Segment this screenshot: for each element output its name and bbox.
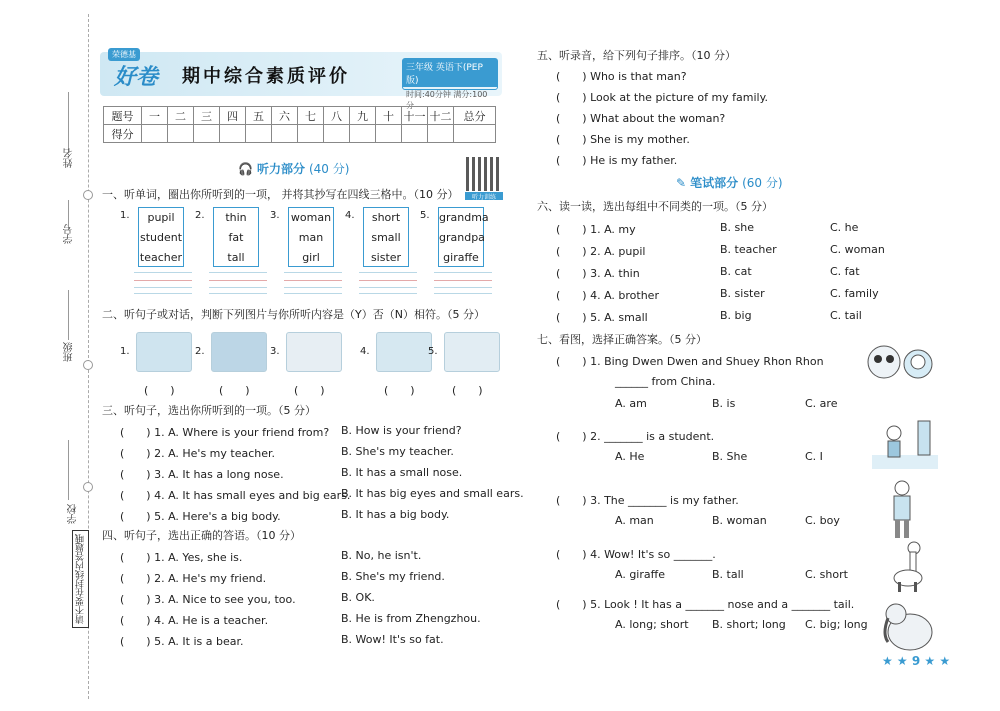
name-blank — [68, 92, 69, 152]
option-a[interactable]: ( ) 2. A. He's my friend. — [120, 572, 267, 585]
listening-section-title — [238, 160, 349, 177]
q6-title: 六、读一读，选出每组中不同类的一项。（5 分） — [537, 200, 773, 213]
q7-title: 七、看图，选择正确答案。（5 分） — [537, 333, 707, 346]
option-b[interactable]: B. tall — [712, 568, 744, 581]
word-box — [438, 207, 489, 267]
option-b[interactable]: B. Wow! It's so fat. — [341, 633, 444, 646]
option-a[interactable]: ( ) 1. A. Where is your friend from? — [120, 426, 330, 439]
option-a[interactable]: ( ) 5. A. It is a bear. — [120, 635, 244, 648]
word-box — [363, 207, 409, 267]
elephant-picture — [880, 598, 936, 656]
listening-picture — [376, 332, 432, 372]
table-cell: 八 — [324, 107, 350, 125]
score-cell[interactable] — [246, 125, 272, 143]
option-a[interactable]: ( ) 4. A. He is a teacher. — [120, 614, 269, 627]
group-number: 4. — [345, 210, 355, 221]
score-cell[interactable] — [454, 125, 496, 143]
option-a[interactable]: ( ) 2. A. He's my teacher. — [120, 447, 276, 460]
qr-code-icon — [466, 157, 500, 191]
q2-title: 二、听句子或对话，判断下列图片与你所听内容是（Y）否（N）相符。（5 分） — [102, 308, 485, 321]
word-option[interactable]: short — [371, 211, 401, 224]
word-box — [288, 207, 334, 267]
class-label: 班级 — [64, 342, 75, 362]
picture-number: 1. — [120, 346, 130, 357]
binding-hole — [83, 360, 93, 370]
table-cell: 十 — [376, 107, 402, 125]
answer-paren[interactable]: ( ) — [384, 384, 415, 397]
option-a[interactable]: ( ) 4. A. brother — [556, 289, 659, 302]
option-c[interactable]: C. boy — [805, 514, 840, 527]
option-b[interactable]: B. She's my teacher. — [341, 445, 454, 458]
table-cell: 二 — [168, 107, 194, 125]
listening-title: 听力部分 — [256, 162, 305, 176]
score-cell[interactable] — [168, 125, 194, 143]
father-picture — [884, 478, 920, 540]
table-cell: 十二 — [428, 107, 454, 125]
answer-paren[interactable]: ( ) — [144, 384, 175, 397]
answer-paren[interactable]: ( ) — [452, 384, 483, 397]
sentence-item[interactable]: ( ) He is my father. — [556, 154, 678, 167]
option-a[interactable]: A. long; short — [615, 618, 689, 631]
picture-number: 4. — [360, 346, 370, 357]
option-b[interactable]: B. woman — [712, 514, 767, 527]
binding-strip — [0, 0, 92, 711]
score-cell[interactable] — [376, 125, 402, 143]
option-a[interactable]: ( ) 1. A. my — [556, 223, 636, 236]
picture-number: 3. — [270, 346, 280, 357]
table-cell: 六 — [272, 107, 298, 125]
score-cell[interactable] — [428, 125, 454, 143]
answer-paren[interactable]: ( ) — [294, 384, 325, 397]
headphones-icon: 🎧 — [238, 161, 253, 176]
listening-picture — [136, 332, 192, 372]
pencil-icon: ✎ — [676, 175, 687, 190]
score-cell[interactable] — [142, 125, 168, 143]
page-number-value: 9 — [911, 654, 921, 668]
listening-points: (40 分) — [308, 162, 350, 176]
table-cell: 十一 — [402, 107, 428, 125]
score-cell[interactable] — [350, 125, 376, 143]
word-option[interactable]: teacher — [139, 251, 183, 264]
option-c[interactable]: C. fat — [830, 265, 860, 278]
writing-section-title — [676, 174, 783, 191]
option-a[interactable]: ( ) 2. A. pupil — [556, 245, 646, 258]
score-table — [103, 106, 496, 143]
option-c[interactable]: C. big; long — [805, 618, 868, 631]
table-cell: 四 — [220, 107, 246, 125]
writing-lines[interactable] — [209, 272, 267, 294]
writing-lines[interactable] — [134, 272, 192, 294]
option-a[interactable]: ( ) 1. A. Yes, she is. — [120, 551, 243, 564]
option-b[interactable]: B. is — [712, 397, 736, 410]
grade-label: 三年级 英语下(PEP版) — [403, 59, 497, 87]
option-b[interactable]: B. It has a small nose. — [341, 466, 463, 479]
score-cell[interactable] — [298, 125, 324, 143]
q4-title: 四、听句子，选出正确的答语。（10 分） — [102, 529, 301, 542]
group-number: 1. — [120, 210, 130, 221]
word-option[interactable]: grandma — [439, 211, 489, 224]
group-number: 5. — [420, 210, 430, 221]
option-c[interactable]: C. family — [830, 287, 879, 300]
option-b[interactable]: B. cat — [720, 265, 752, 278]
option-a[interactable]: A. am — [615, 397, 647, 410]
word-box — [138, 207, 184, 267]
word-option[interactable]: small — [371, 231, 401, 244]
option-b[interactable]: B. big — [720, 309, 752, 322]
word-option[interactable]: fat — [228, 231, 244, 244]
group-number: 3. — [270, 210, 280, 221]
word-option[interactable]: woman — [290, 211, 332, 224]
q5-title: 五、听录音，给下列句子排序。（10 分） — [537, 49, 736, 62]
mascots-picture — [862, 340, 942, 388]
listening-picture — [211, 332, 267, 372]
binding-hole — [83, 482, 93, 492]
option-c[interactable]: C. tail — [830, 309, 862, 322]
option-b[interactable]: B. How is your friend? — [341, 424, 462, 437]
binding-hole — [83, 190, 93, 200]
logo: 好卷 — [114, 65, 159, 90]
table-cell: 九 — [350, 107, 376, 125]
student-picture — [870, 415, 940, 471]
option-c[interactable]: C. I — [805, 450, 823, 463]
score-cell[interactable] — [194, 125, 220, 143]
option-b[interactable]: B. teacher — [720, 243, 777, 256]
brand-badge: 荣德基 — [108, 48, 140, 61]
group-number: 2. — [195, 210, 205, 221]
option-b[interactable]: B. He is from Zhengzhou. — [341, 612, 481, 625]
q3-title: 三、听句子，选出你所听到的一项。（5 分） — [102, 404, 316, 417]
school-label: 学校 — [68, 504, 79, 524]
word-option[interactable]: sister — [370, 251, 402, 264]
word-option[interactable]: grandpa — [439, 231, 485, 244]
sentence-item[interactable]: ( ) Who is that man? — [556, 70, 687, 83]
word-option[interactable]: girl — [302, 251, 320, 264]
grade-box — [402, 58, 498, 110]
option-a[interactable]: ( ) 5. A. small — [556, 311, 648, 324]
word-option[interactable]: thin — [225, 211, 247, 224]
page-title: 期中综合素质评价 — [182, 66, 350, 87]
table-cell: 五 — [246, 107, 272, 125]
question-stem[interactable]: ( ) 5. Look ! It has a _______ nose and a _______ tail. — [556, 598, 855, 611]
listening-picture — [286, 332, 342, 372]
word-option[interactable]: pupil — [147, 211, 175, 224]
score-header-row — [104, 107, 496, 125]
option-c[interactable]: C. short — [805, 568, 848, 581]
option-b[interactable]: B. She's my friend. — [341, 570, 445, 583]
writing-lines[interactable] — [359, 272, 417, 294]
question-stem[interactable]: ( ) 4. Wow! It's so _______. — [556, 548, 716, 561]
option-c[interactable]: C. he — [830, 221, 859, 234]
option-b[interactable]: B. she — [720, 221, 755, 234]
score-cell[interactable] — [402, 125, 428, 143]
option-b[interactable]: B. short; long — [712, 618, 786, 631]
writing-lines[interactable] — [284, 272, 342, 294]
class-blank — [68, 290, 69, 340]
option-b[interactable]: B. No, he isn't. — [341, 549, 422, 562]
giraffe-picture — [890, 540, 932, 592]
table-cell: 总分 — [454, 107, 496, 125]
question-stem-line2[interactable]: ______ from China. — [615, 375, 716, 388]
option-b[interactable]: B. It has big eyes and small ears. — [341, 487, 524, 500]
sentence-item[interactable]: ( ) Look at the picture of my family. — [556, 91, 769, 104]
word-option[interactable]: giraffe — [443, 251, 479, 264]
score-cell[interactable] — [324, 125, 350, 143]
table-cell: 题号 — [104, 107, 142, 125]
sentence-item[interactable]: ( ) What about the woman? — [556, 112, 726, 125]
school-blank — [68, 440, 69, 500]
writing-points: (60 分) — [742, 176, 783, 190]
question-stem[interactable]: ( ) 2. _______ is a student. — [556, 430, 715, 443]
option-a[interactable]: ( ) 3. A. It has a long nose. — [120, 468, 284, 481]
time-label: 时间:40分钟 满分:100分 — [406, 90, 488, 110]
option-b[interactable]: B. She — [712, 450, 748, 463]
word-option[interactable]: student — [139, 231, 183, 244]
table-cell: 七 — [298, 107, 324, 125]
q1-title: 一、听单词，圈出你所听到的一项， 并将其抄写在四线三格中。（10 分） — [102, 188, 459, 201]
word-box — [213, 207, 259, 267]
option-a[interactable]: ( ) 3. A. Nice to see you, too. — [120, 593, 296, 606]
option-c[interactable]: C. are — [805, 397, 838, 410]
option-b[interactable]: B. OK. — [341, 591, 375, 604]
page-number: ★ ★ 9 ★ ★ — [882, 654, 951, 668]
answer-paren[interactable]: ( ) — [219, 384, 250, 397]
writing-title: 笔试部分 — [690, 176, 739, 190]
score-cell[interactable] — [272, 125, 298, 143]
table-cell: 得分 — [104, 125, 142, 143]
option-a[interactable]: ( ) 4. A. It has small eyes and big ears. — [120, 489, 351, 502]
table-cell: 三 — [194, 107, 220, 125]
sentence-item[interactable]: ( ) She is my mother. — [556, 133, 690, 146]
binding-note: 请不要在封线内答题哦 — [72, 530, 89, 628]
table-cell: 一 — [142, 107, 168, 125]
option-a[interactable]: A. He — [615, 450, 645, 463]
option-a[interactable]: ( ) 3. A. thin — [556, 267, 640, 280]
score-cell[interactable] — [220, 125, 246, 143]
option-a[interactable]: A. giraffe — [615, 568, 665, 581]
option-b[interactable]: B. sister — [720, 287, 765, 300]
picture-number: 2. — [195, 346, 205, 357]
xuehao-label: 学号 — [64, 224, 75, 244]
writing-lines[interactable] — [434, 272, 492, 294]
name-label: 姓名 — [64, 148, 75, 168]
option-b[interactable]: B. It has a big body. — [341, 508, 450, 521]
question-stem[interactable]: ( ) 3. The _______ is my father. — [556, 494, 739, 507]
listening-picture — [444, 332, 500, 372]
option-a[interactable]: A. man — [615, 514, 654, 527]
qr-caption: 听力训练 — [465, 192, 503, 200]
option-c[interactable]: C. woman — [830, 243, 885, 256]
question-stem[interactable]: ( ) 1. Bing Dwen Dwen and Shuey Rhon Rhon — [556, 355, 824, 368]
word-option[interactable]: tall — [227, 251, 245, 264]
header-banner — [100, 50, 502, 110]
word-option[interactable]: man — [298, 231, 324, 244]
score-value-row — [104, 125, 496, 143]
option-a[interactable]: ( ) 5. A. Here's a big body. — [120, 510, 281, 523]
picture-number: 5. — [428, 346, 438, 357]
